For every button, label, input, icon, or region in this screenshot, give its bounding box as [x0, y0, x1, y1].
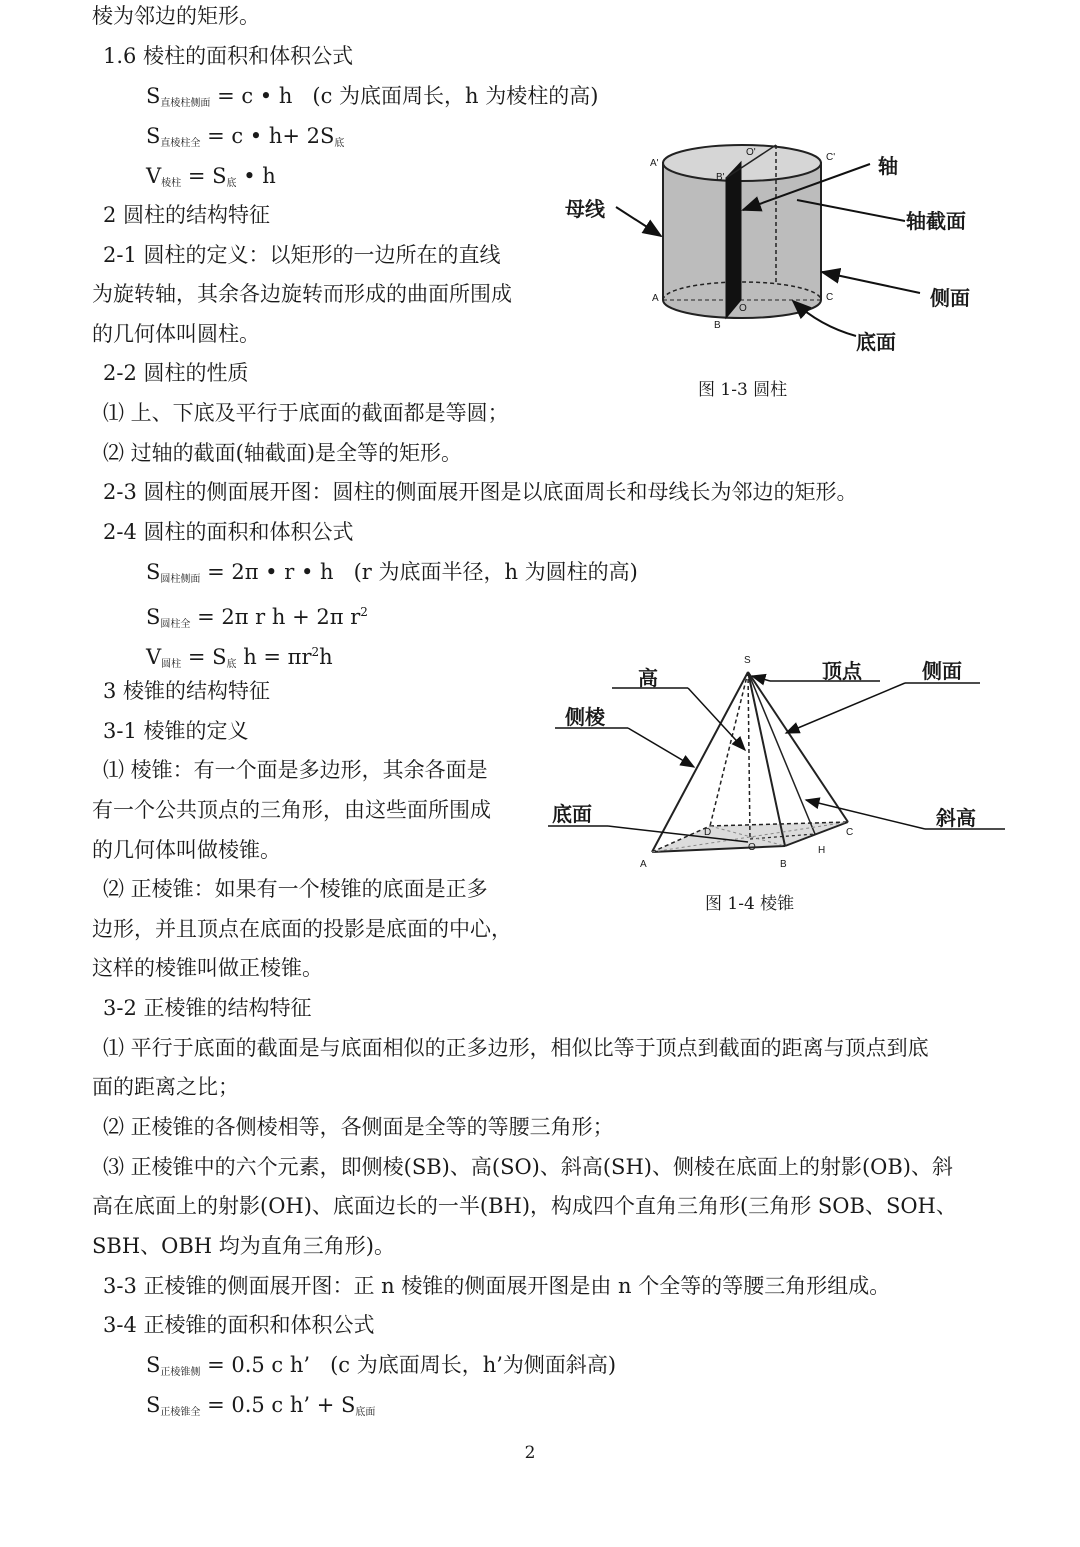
figure-caption: 图 1-3 圆柱 [698, 380, 788, 400]
label-slant-height: 斜高 [936, 806, 976, 830]
point-label: O [748, 842, 756, 853]
text-line: 为旋转轴，其余各边旋转而形成的曲面所围成 [92, 282, 512, 306]
text-line: ⑴ 棱锥：有一个面是多边形，其余各面是 [103, 758, 488, 782]
formula-pyramid-total: $S_{正棱锥全} = 0.5$ c h’ + $S_{底面}$ [146, 1393, 376, 1418]
formula-cylinder-volume: $V_{圆柱} = S_底$ $h = \pi r^2h$ [146, 645, 333, 670]
text-line: ⑵ 正棱锥：如果有一个棱锥的底面是正多 [103, 877, 488, 901]
point-label: A' [650, 158, 659, 169]
section-heading: 1.6 棱柱的面积和体积公式 [103, 44, 354, 68]
formula-prism-total: $S_{直棱柱全} = c$ • $h+ 2S_底$ [146, 124, 345, 149]
point-label: A [652, 293, 659, 304]
point-label: C [826, 292, 834, 303]
label-generatrix: 母线 [565, 197, 605, 221]
point-label: S [744, 655, 751, 666]
point-label: O [739, 303, 747, 314]
text-line: ⑵ 正棱锥的各侧棱相等，各侧面是全等的等腰三角形； [103, 1115, 614, 1139]
formula-prism-volume: $V_{棱柱} = S_底$ • h [146, 164, 276, 189]
text-line: ⑵ 过轴的截面(轴截面)是全等的矩形。 [103, 441, 463, 465]
label-lateral-edge: 侧棱 [565, 705, 605, 729]
text-line: ⑶ 正棱锥中的六个元素，即侧棱(SB)、高(SO)、斜高(SH)、侧棱在底面上的射影(OB)、斜 [103, 1155, 953, 1179]
point-label: O' [746, 147, 756, 158]
text-line: 棱为邻边的矩形。 [92, 4, 260, 28]
label-axis: 轴 [878, 154, 898, 178]
text-line: 的几何体叫做棱锥。 [92, 838, 281, 862]
point-label: B [714, 320, 721, 331]
text-line: 这样的棱锥叫做正棱锥。 [92, 956, 323, 980]
label-base-face: 底面 [552, 802, 592, 826]
figure-caption: 图 1-4 棱锥 [705, 894, 795, 914]
formula-cylinder-lateral: $S_{圆柱侧面} = 2\pi$ • r • h (r 为底面半径，h 为圆柱的高) [146, 560, 638, 585]
section-heading: 2-2 圆柱的性质 [103, 361, 249, 385]
point-label: D [704, 827, 712, 838]
point-label: C [846, 827, 854, 838]
text-line: 高在底面上的射影(OH)、底面边长的一半(BH)，构成四个直角三角形(三角形 SOB、SOH、 [92, 1194, 957, 1218]
text-line: 2-3 圆柱的侧面展开图：圆柱的侧面展开图是以底面周长和母线长为邻边的矩形。 [103, 480, 858, 504]
formula-prism-lateral: $S_{直棱柱侧面} = c$ • h (c 为底面周长，h 为棱柱的高) [146, 84, 599, 109]
section-heading: 2-4 圆柱的面积和体积公式 [103, 520, 354, 544]
label-lateral-face: 侧面 [922, 659, 962, 683]
section-heading: 3 棱锥的结构特征 [103, 679, 271, 703]
point-label: B [780, 859, 787, 870]
text-line: ⑴ 平行于底面的截面是与底面相似的正多边形，相似比等于顶点到截面的距离与顶点到底 [103, 1036, 929, 1060]
section-heading: 2 圆柱的结构特征 [103, 203, 271, 227]
section-heading: 3-2 正棱锥的结构特征 [103, 996, 312, 1020]
section-heading: 3-1 棱锥的定义 [103, 719, 249, 743]
text-line: 的几何体叫圆柱。 [92, 322, 260, 346]
label-base: 底面 [856, 330, 896, 354]
formula-cylinder-total: $S_{圆柱全} = 2\pi$ r h + 2π $r^2$ [146, 605, 368, 630]
text-line: SBH、OBH 均为直角三角形)。 [92, 1234, 395, 1258]
page-number: 2 [524, 1443, 536, 1463]
text-line: 2-1 圆柱的定义：以矩形的一边所在的直线 [103, 243, 501, 267]
text-line: ⑴ 上、下底及平行于底面的截面都是等圆； [103, 401, 509, 425]
label-lateral-surface: 侧面 [930, 286, 970, 310]
point-label: H [818, 845, 826, 856]
text-line: 3-3 正棱锥的侧面展开图：正 n 棱锥的侧面展开图是由 n 个全等的等腰三角形组成。 [103, 1274, 891, 1298]
label-apex: 顶点 [822, 659, 862, 683]
label-height: 高 [638, 666, 658, 690]
text-line: 有一个公共顶点的三角形，由这些面所围成 [92, 798, 491, 822]
point-label: C' [826, 152, 836, 163]
point-label: B' [716, 172, 725, 183]
text-line: 面的距离之比； [92, 1075, 239, 1099]
label-axial-section: 轴截面 [906, 209, 966, 233]
text-line: 边形，并且顶点在底面的投影是底面的中心， [92, 917, 512, 941]
point-label: A [640, 859, 647, 870]
section-heading: 3-4 正棱锥的面积和体积公式 [103, 1313, 375, 1337]
formula-pyramid-lateral: $S_{正棱锥侧} = 0.5$ c h’ (c 为底面周长，h’为侧面斜高) [146, 1353, 617, 1378]
